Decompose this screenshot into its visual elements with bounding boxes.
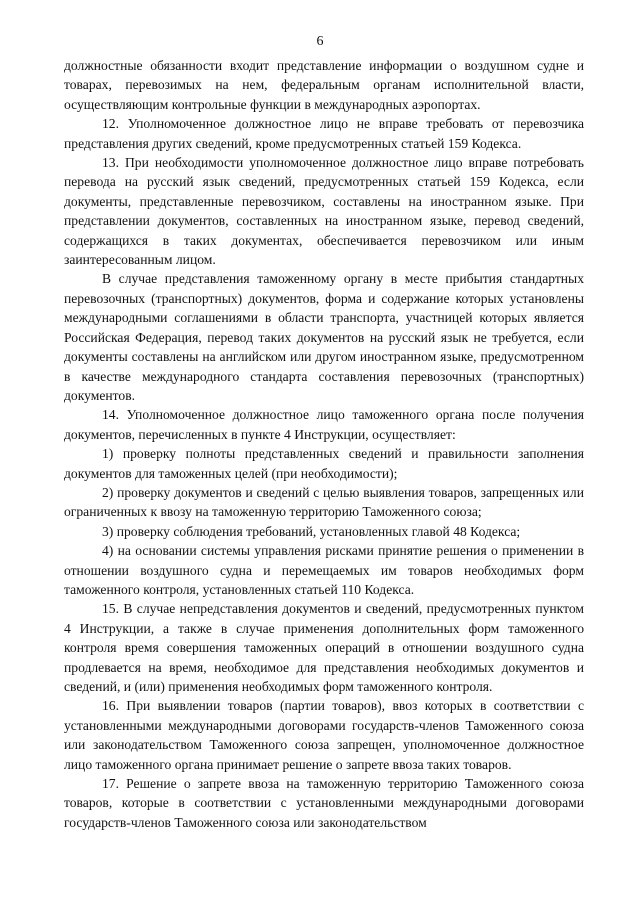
page-number: 6 <box>316 34 324 49</box>
paragraph-15: 15. В случае непредставления документов и сведений, предусмотренных пунктом 4 Инструкции, а также в случае применения дополнительных форм таможенного контроля время совершения таможенных операций в отношении воздушного судна продлевается на время, необходимое для представления необходимых документов и сведений, и (или) применения необходимых форм таможенного контроля. <box>64 601 584 694</box>
paragraph-continuation: должностные обязанности входит представление информации о воздушном судне и товарах, перевозимых на нем, федеральным органам исполнительной власти, осуществляющим контрольные функции в международных аэропортах. <box>64 58 584 112</box>
paragraph-14-item-3: 3) проверку соблюдения требований, установленных главой 48 Кодекса; <box>102 523 521 539</box>
paragraph-14-item-1: 1) проверку полноты представленных сведений и правильности заполнения документов для таможенных целей (при необходимости); <box>64 446 584 481</box>
paragraph-16: 16. При выявлении товаров (партии товаров), ввоз которых в соответствии с установленными международными договорами государств-членов Таможенного союза или законодательством Таможенного союза запрещен, уполномоченное должностное лицо таможенного органа принимает решение о запрете ввоза таких товаров. <box>64 698 584 772</box>
paragraph-14-item-4: 4) на основании системы управления рисками принятие решения о применении в отношении воздушного судна и перемещаемых им товаров необходимых форм таможенного контроля, установленных статьей 110 Кодекса. <box>64 543 584 597</box>
document-body <box>64 56 584 832</box>
paragraph-13: 13. При необходимости уполномоченное должностное лицо вправе потребовать перевода на русский язык сведений, предусмотренных статьей 159 Кодекса, если документы, представленные перевозчиком, составлены на иностранном языке. При представлении документов, составленных на иностранном языке, перевод сведений, содержащихся в таких документах, обеспечивается перевозчиком или иным заинтересованным лицом. <box>64 155 584 268</box>
paragraph-13-translation-exemption: В случае представления таможенному органу в месте прибытия стандартных перевозочных (транспортных) документов, форма и содержание которых установлены международными соглашениями в области транспорта, участницей которых является Российская Федерация, перевод таких документов на русский язык не требуется, если документы составлены на английском или другом иностранном языке, предусмотренном в качестве международного стандарта составления перевозочных (транспортных) документов. <box>64 271 584 403</box>
paragraph-14: 14. Уполномоченное должностное лицо таможенного органа после получения документов, перечисленных в пункте 4 Инструкции, осуществляет: <box>64 407 584 442</box>
paragraph-17: 17. Решение о запрете ввоза на таможенную территорию Таможенного союза товаров, которые в соответствии с установленными международными договорами государств-членов Таможенного союза или законодательством <box>64 776 584 830</box>
paragraph-14-item-2: 2) проверку документов и сведений с целью выявления товаров, запрещенных или ограниченных к ввозу на таможенную территорию Таможенного союза; <box>64 484 584 520</box>
paragraph-12: 12. Уполномоченное должностное лицо не вправе требовать от перевозчика представления других сведений, кроме предусмотренных статьей 159 Кодекса. <box>64 116 584 151</box>
